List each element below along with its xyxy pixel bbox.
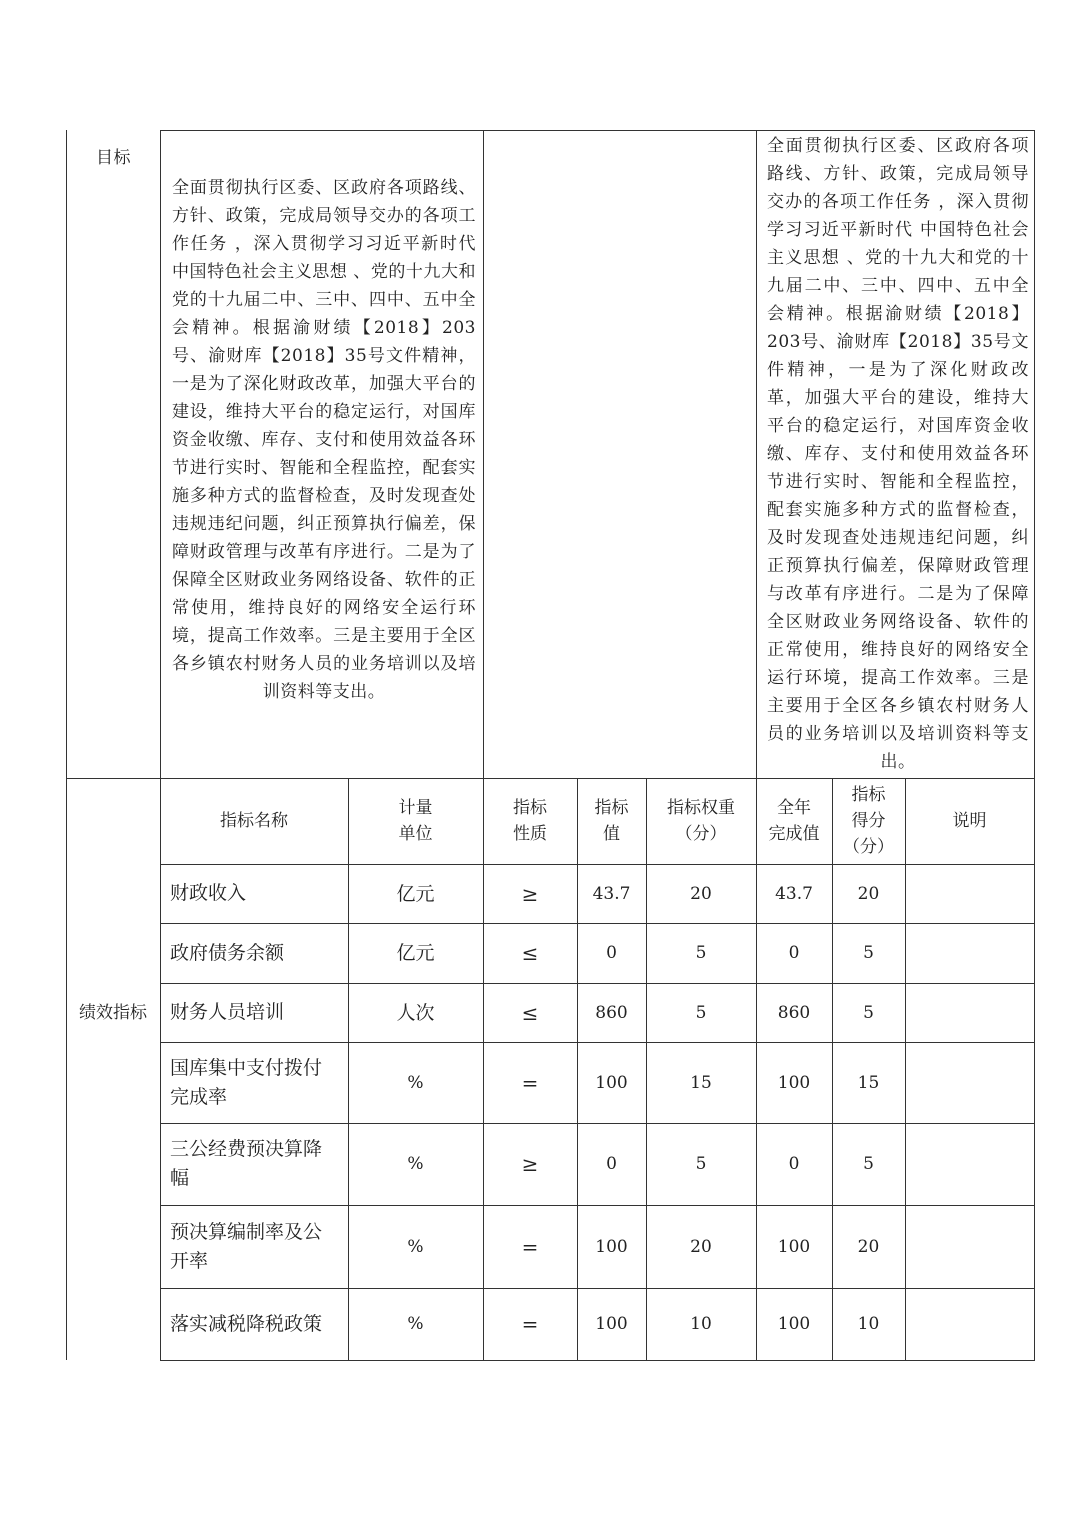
indicator-note <box>905 864 1034 923</box>
indicator-nature: = <box>521 1234 539 1259</box>
indicator-note <box>905 1288 1034 1360</box>
indicator-score: 20 <box>857 883 880 904</box>
indicator-note <box>905 923 1034 983</box>
indicator-name: 三公经费预决算降幅 <box>170 1138 323 1189</box>
indicator-note <box>905 1123 1034 1205</box>
indicator-actual: 100 <box>777 1072 811 1093</box>
indicator-actual: 43.7 <box>775 883 813 904</box>
header-unit: 计量 单位 <box>398 798 433 844</box>
indicator-weight: 5 <box>695 1002 707 1023</box>
header-indicator-name: 指标名称 <box>220 811 288 831</box>
indicator-nature: ≥ <box>521 1152 539 1176</box>
indicator-nature: ≥ <box>521 881 539 906</box>
indicator-unit: % <box>407 1236 424 1257</box>
indicator-unit: 亿元 <box>396 942 435 964</box>
indicator-score: 5 <box>863 943 874 963</box>
indicator-name: 国库集中支付拨付完成率 <box>170 1056 323 1108</box>
indicator-value: 0 <box>606 1154 617 1174</box>
indicator-weight: 15 <box>690 1072 712 1093</box>
indicator-unit: % <box>407 1072 424 1093</box>
indicator-note <box>905 1042 1034 1123</box>
indicator-actual: 0 <box>788 1154 800 1174</box>
indicator-weight: 20 <box>690 883 712 904</box>
goal-actual-text: 全面贯彻执行区委、区政府各项路线、方针、政策，完成局领导交办的各项工作任务 ，深入贯彻学习习近平新时代 中国特色社会主义思想 、党的十九大和党的十九届二中、三中、四中、五中全会精神。根据渝财绩【2018】203号、渝财库【2018】35号文件精神，一是为了深化财政改革，加强大平台的建设，维持大平台的稳定运行，对国库资金收缴、库存、支付和使用效益各环节进行实时、智能和全程监控，配套实施多种方式的监督检查，及时发现查处违规违纪问题，纠正预算执行偏差，保障财政管理与改革有序进行。二是为了保障全区财政业务网络设备、软件的正常使用，维持良好的网络安全运行环境，提高工作效率。三是主要用于全区各乡镇农村财务人员的业务培训以及培训资料等支出。 <box>767 136 1029 772</box>
goal-label: 目标 <box>96 148 131 168</box>
indicator-name: 预决算编制率及公开率 <box>170 1220 323 1272</box>
indicator-value: 100 <box>595 1314 628 1334</box>
indicator-actual: 100 <box>777 1314 811 1334</box>
indicator-unit: 亿元 <box>396 882 435 905</box>
indicator-score: 10 <box>857 1314 880 1334</box>
indicator-name: 财政收入 <box>170 882 247 904</box>
header-value: 指标 值 <box>594 798 629 844</box>
indicator-actual: 0 <box>788 943 800 963</box>
indicator-score: 5 <box>863 1154 874 1174</box>
indicator-score: 20 <box>857 1236 880 1257</box>
header-weight: 指标权重 （分） <box>667 798 735 844</box>
indicator-weight: 10 <box>690 1314 712 1334</box>
indicator-value: 860 <box>595 1002 628 1023</box>
indicator-weight: 5 <box>695 943 707 963</box>
indicator-nature: ≤ <box>521 1000 539 1025</box>
indicator-value: 0 <box>606 943 617 963</box>
indicator-value: 43.7 <box>592 883 631 904</box>
indicator-value: 100 <box>595 1072 628 1093</box>
indicator-name: 政府债务余额 <box>170 941 285 964</box>
indicator-nature: ≤ <box>521 941 539 965</box>
indicator-unit: % <box>407 1314 424 1334</box>
indicator-actual: 860 <box>777 1002 811 1023</box>
header-nature: 指标 性质 <box>513 798 547 844</box>
indicator-nature: = <box>521 1070 539 1095</box>
indicator-weight: 5 <box>695 1154 707 1174</box>
header-score: 指标 得分 （分） <box>843 785 894 857</box>
indicator-weight: 20 <box>690 1236 712 1257</box>
indicator-actual: 100 <box>777 1236 811 1257</box>
indicator-score: 15 <box>857 1072 880 1093</box>
header-note: 说明 <box>952 811 987 831</box>
indicator-nature: = <box>521 1312 539 1336</box>
indicator-note <box>905 983 1034 1042</box>
indicator-unit: 人次 <box>396 1001 435 1024</box>
header-actual: 全年 完成值 <box>768 798 820 844</box>
goal-planned-text: 全面贯彻执行区委、区政府各项路线、方针、政策，完成局领导交办的各项工作任务 ，深入贯彻学习习近平新时代 中国特色社会主义思想 、党的十九大和党的十九届二中、三中、四中、五中全会精神。根据渝财绩【2018】203号、渝财库【2018】35号文件精神，一是为了深化财政改革，加强大平台的建设，维持大平台的稳定运行，对国库资金收缴、库存、支付和使用效益各环节进行实时、智能和全程监控，配套实施多种方式的监督检查，及时发现查处违规违纪问题，纠正预算执行偏差，保障财政管理与改革有序进行。二是为了保障全区财政业务网络设备、软件的正常使用，维持良好的网络安全运行环境，提高工作效率。三是主要用于全区各乡镇农村财务人员的业务培训以及培训资料等支出。 <box>172 178 476 702</box>
indicator-note <box>905 1205 1034 1288</box>
indicator-value: 100 <box>595 1236 628 1257</box>
indicator-unit: % <box>407 1154 424 1174</box>
indicator-name: 财务人员培训 <box>170 1001 285 1023</box>
indicator-name: 落实减税降税政策 <box>170 1312 323 1335</box>
indicator-score: 5 <box>863 1002 874 1023</box>
indicators-section-label: 绩效指标 <box>79 1003 147 1023</box>
